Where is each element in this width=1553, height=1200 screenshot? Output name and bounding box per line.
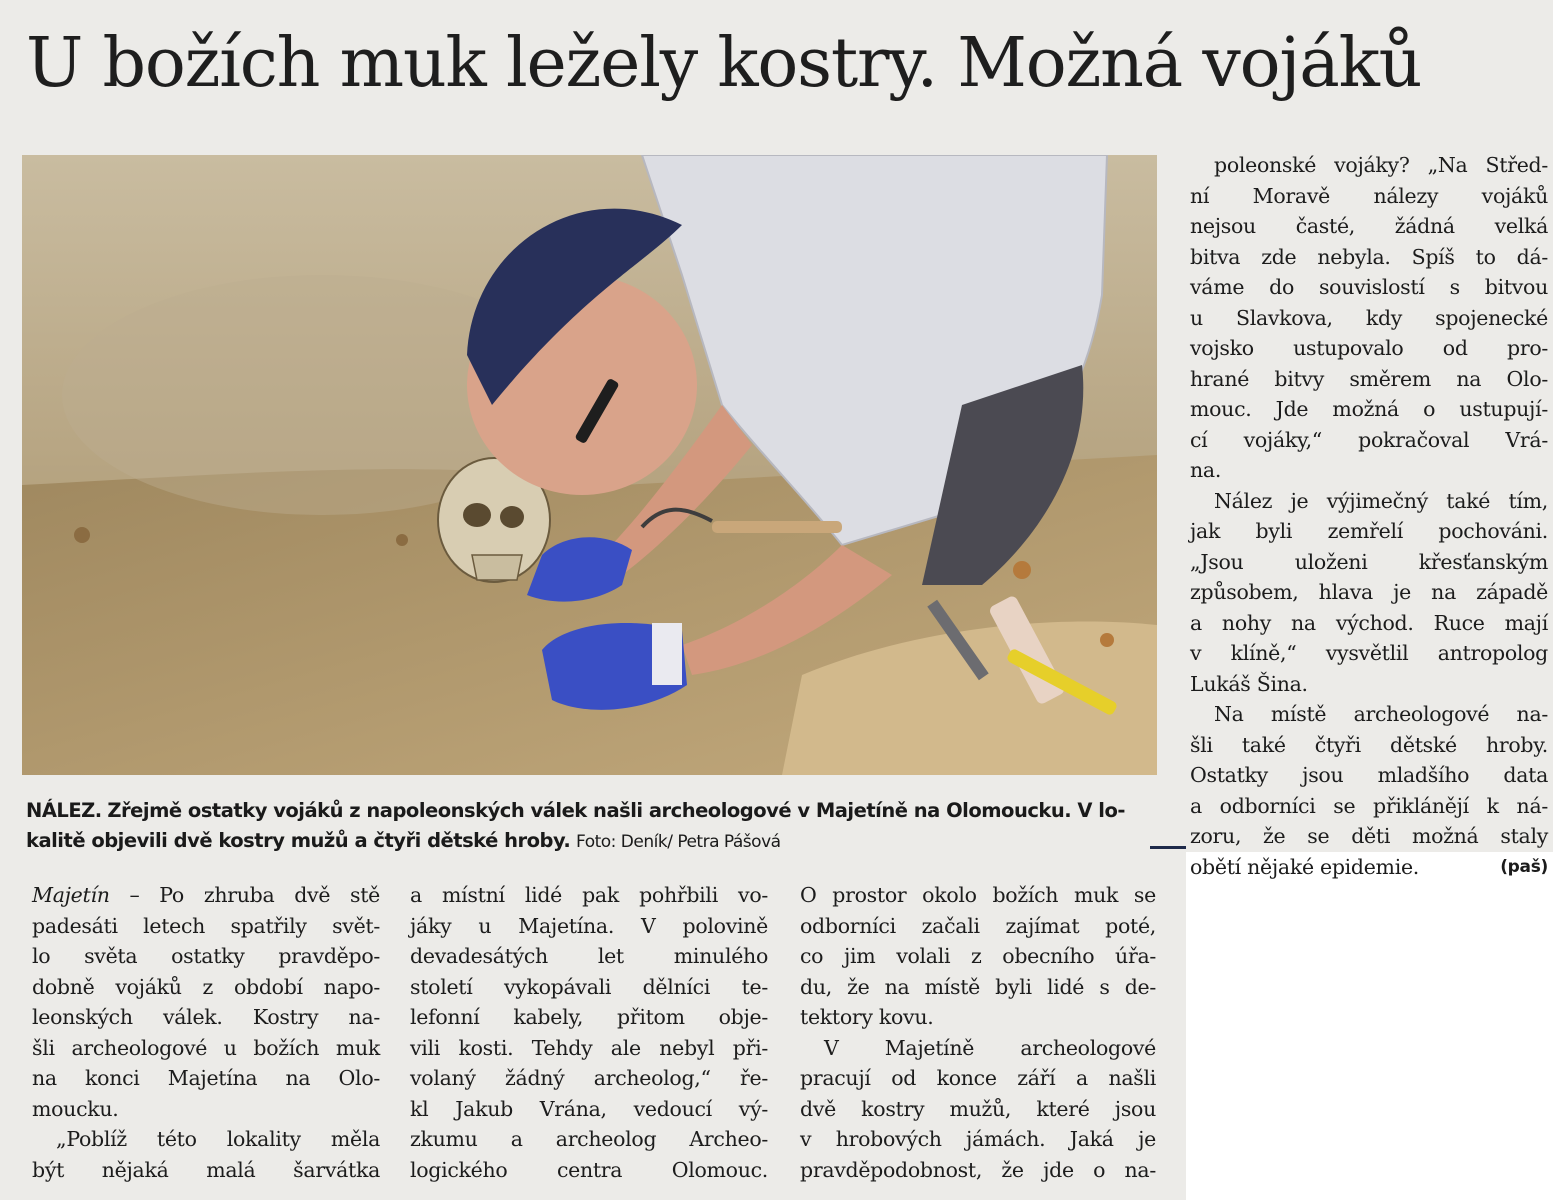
article-column-3 (800, 880, 1156, 1185)
text-line: jak byli zemřelí pochováni. (1190, 519, 1548, 543)
text-line: u Slavkova, kdy spojenecké (1190, 305, 1548, 330)
text-line: bitva zde nebyla. Spíš to dá- (1190, 244, 1548, 269)
text-line: a nohy na východ. Ruce mají (1190, 610, 1548, 635)
text-line: v klíně,“ vysvětlil antropolog (1190, 641, 1548, 665)
text-line: co jim volali z obecního úřa- (800, 944, 1156, 968)
text-line: mouc. Jde možná o ustupují- (1190, 397, 1548, 421)
text-line: Nález je výjimečný také tím, (1214, 488, 1548, 513)
text-line: jáky u Majetína. V polovině (410, 913, 768, 938)
text-line: moucku. (32, 1096, 119, 1121)
text-line: ní Moravě nálezy vojáků (1190, 183, 1548, 208)
text-line: na konci Majetína na Olo- (32, 1066, 380, 1090)
text-line: „Jsou uloženi křesťanským (1190, 549, 1548, 574)
text-line-final: obětí nějaké epidemie. (paš) (1190, 852, 1548, 883)
caption-line-1 (26, 796, 1156, 826)
excavation-illustration (22, 155, 1157, 775)
photo-caption (26, 796, 1156, 857)
caption-lead: NÁLEZ. (26, 799, 102, 822)
headline: U božích muk ležely kostry. Možná vojáků (26, 24, 1422, 103)
text-line: na. (1190, 458, 1222, 482)
text-line: Na místě archeologové na- (1214, 702, 1548, 726)
text-line: hrané bitvy směrem na Olo- (1190, 366, 1548, 391)
caption-text-1: Zřejmě ostatky vojáků z napoleonských válek našli archeologové v Majetíně na Olomoucku. V lo- (107, 799, 1125, 822)
dateline-place: Majetín (32, 883, 110, 907)
text-line: zoru, že se děti možná staly (1190, 824, 1548, 848)
text-line: kl Jakub Vrána, vedoucí vý- (410, 1096, 768, 1121)
text-line: nejsou časté, žádná velká (1190, 214, 1548, 238)
text-line: zkumu a archeolog Archeo- (410, 1127, 768, 1151)
text-line: du, že na místě byli lidé s de- (800, 974, 1156, 999)
text-line: v hrobových jámách. Jaká je (800, 1127, 1156, 1151)
caption-rule (1150, 846, 1186, 849)
text-line: pravděpodobnost, že jde o na- (800, 1157, 1156, 1182)
text-line: „Poblíž této lokality měla (56, 1127, 380, 1151)
text-line: dobně vojáků z období napo- (32, 974, 380, 999)
caption-line-2 (26, 826, 1156, 857)
text-line: padesáti letech spatřily svět- (32, 913, 380, 938)
text-line: vili kosti. Tehdy ale nebyl při- (410, 1035, 768, 1060)
text-line: tektory kovu. (800, 1005, 934, 1029)
article-column-4 (1190, 150, 1548, 882)
text-line: váme do souvislostí s bitvou (1190, 275, 1548, 299)
text-line: Ostatky jsou mladšího data (1190, 763, 1548, 787)
text-line: logického centra Olomouc. (410, 1157, 768, 1182)
text-line: být nějaká malá šarvátka (32, 1157, 380, 1182)
author-byline: (paš) (1500, 856, 1548, 877)
text-line: lefonní kabely, přitom obje- (410, 1005, 768, 1029)
text-line: O prostor okolo božích muk se (800, 883, 1156, 907)
caption-text-2: kalitě objevili dvě kostry mužů a čtyři dětské hroby. (26, 829, 571, 852)
article-column-1 (32, 880, 380, 1185)
article-column-2 (410, 880, 768, 1185)
text-line: dvě kostry mužů, které jsou (800, 1096, 1156, 1121)
text-line: devadesátých let minulého (410, 944, 768, 968)
text-line: V Majetíně archeologové (824, 1035, 1156, 1060)
text-line: a odborníci se přiklánějí k ná- (1190, 793, 1548, 818)
text-line: šli také čtyři dětské hroby. (1190, 732, 1548, 757)
text-line: volaný žádný archeolog,“ ře- (410, 1066, 768, 1090)
text-line: vojsko ustupovalo od pro- (1190, 336, 1548, 360)
text-line: způsobem, hlava je na západě (1190, 580, 1548, 604)
text-line: Majetín – Po zhruba dvě stě (32, 883, 381, 907)
text-line: pracují od konce září a našli (800, 1066, 1156, 1090)
text-line: šli archeologové u božích muk (32, 1035, 380, 1060)
text-line: leonských válek. Kostry na- (32, 1005, 380, 1029)
text-line: Lukáš Šina. (1190, 671, 1308, 696)
text-line: odborníci začali zajímat poté, (800, 913, 1156, 938)
text-line: cí vojáky,“ pokračoval Vrá- (1190, 427, 1548, 452)
text-line: a místní lidé pak pohřbili vo- (410, 883, 768, 907)
text-line: lo světa ostatky pravděpo- (32, 944, 380, 968)
text-line: poleonské vojáky? „Na Střed- (1214, 153, 1548, 177)
photo-credit: Foto: Deník/ Petra Pášová (576, 832, 781, 852)
text-line: století vykopávali dělníci te- (410, 974, 768, 999)
article-photo (22, 155, 1157, 775)
